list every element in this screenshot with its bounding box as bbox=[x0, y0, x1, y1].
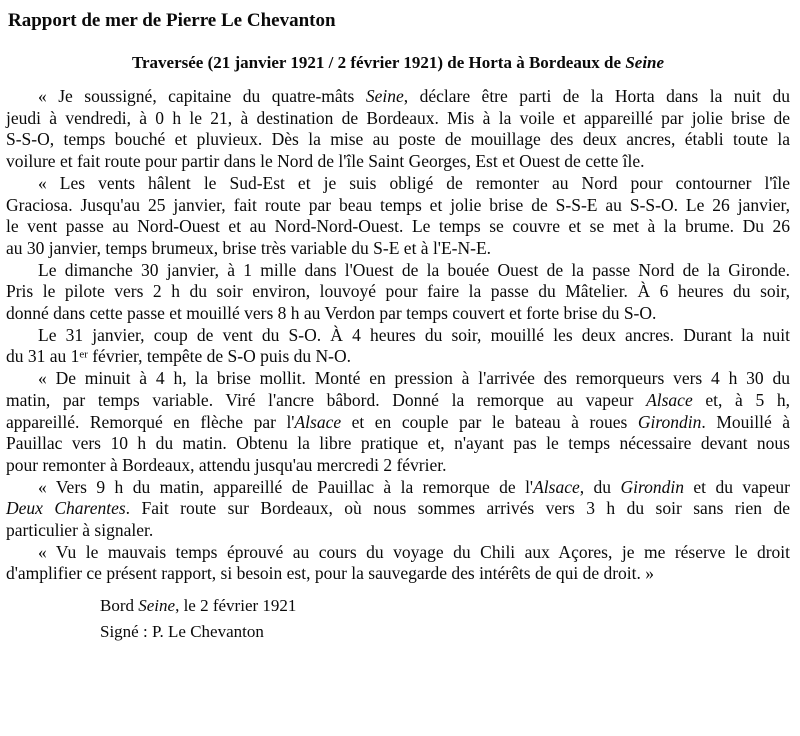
text-line: S-S-O, temps bouché et pluvieux. Dès la mise au poste de mouillage des deux ancres, établi toute la bbox=[6, 129, 790, 150]
text-line: le vent passe au Nord-Ouest et au Nord-Nord-Ouest. Le temps se couvre et se met à la brume. Du 26 bbox=[6, 216, 790, 237]
text-line: matin, par temps variable. Viré l'ancre bâbord. Donné la remorque au vapeur Alsace et, à 5 h, bbox=[6, 389, 790, 410]
text-line: Graciosa. Jusqu'au 25 janvier, fait route par beau temps et jolie brise de S-S-E au S-S-O. Le 26 janvier, bbox=[6, 194, 790, 215]
paragraph bbox=[6, 477, 790, 542]
paragraph bbox=[6, 260, 790, 325]
report-title: Rapport de mer de Pierre Le Chevanton bbox=[8, 10, 336, 31]
text-line: d'amplifier ce présent rapport, si besoin est, pour la sauvegarde des intérêts de qui de droit. » bbox=[6, 563, 655, 584]
text-line: au 30 janvier, temps brumeux, brise très variable du S-E et à l'E-N-E. bbox=[6, 237, 492, 258]
signature-name: Signé : P. Le Chevanton bbox=[100, 622, 264, 642]
paragraph bbox=[6, 368, 790, 477]
text-line: « De minuit à 4 h, la brise mollit. Monté en pression à l'arrivée des remorqueurs vers 4 h 30 du bbox=[38, 368, 790, 389]
text-line: « Vu le mauvais temps éprouvé au cours du voyage du Chili aux Açores, je me réserve le droit bbox=[38, 541, 790, 562]
signature-block bbox=[100, 593, 790, 645]
text-line: Le 31 janvier, coup de vent du S-O. À 4 heures du soir, mouillé les deux ancres. Durant la nuit bbox=[38, 324, 790, 345]
paragraph bbox=[6, 325, 790, 368]
text-line: « Je soussigné, capitaine du quatre-mâts Seine, déclare être parti de la Horta dans la nuit du bbox=[38, 86, 790, 106]
signature-place-date: Bord Seine, le 2 février 1921 bbox=[100, 596, 297, 616]
text-line: pour remonter à Bordeaux, attendu jusqu'au mercredi 2 février. bbox=[6, 454, 447, 475]
text-line: Pris le pilote vers 2 h du soir environ, louvoyé pour faire la passe du Mâtelier. À 6 heures du soir, bbox=[6, 281, 790, 302]
report-body bbox=[6, 86, 790, 585]
text-line: Pauillac vers 10 h du matin. Obtenu la libre pratique et, n'ayant pas le temps nécessaire devant nous bbox=[6, 433, 790, 454]
text-line: Le dimanche 30 janvier, à 1 mille dans l'Ouest de la bouée Ouest de la passe Nord de la Gironde. bbox=[38, 259, 790, 280]
text-line: jeudi à vendredi, à 0 h le 21, à destination de Bordeaux. Mis à la voile et appareillé par jolie brise de bbox=[6, 107, 790, 128]
paragraph bbox=[6, 86, 790, 173]
text-line: appareillé. Remorqué en flèche par l'Alsace et en couple par le bateau à roues Girondin. Mouillé à bbox=[6, 411, 791, 432]
text-line: particulier à signaler. bbox=[6, 520, 154, 541]
text-line: voilure et fait route pour partir dans le Nord de l'île Saint Georges, Est et Ouest de cette île. bbox=[6, 151, 645, 172]
paragraph bbox=[6, 173, 790, 260]
paragraph bbox=[6, 542, 790, 585]
text-line: Deux Charentes. Fait route sur Bordeaux, où nous sommes arrivés vers 3 h du soir sans rien de bbox=[6, 498, 791, 519]
text-line: donné dans cette passe et mouillé vers 8 h au Verdon par temps couvert et forte brise du S-O. bbox=[6, 303, 657, 324]
text-line: « Vers 9 h du matin, appareillé de Pauillac à la remorque de l'Alsace, du Girondin et du vapeur bbox=[38, 476, 791, 497]
report-subtitle: Traversée (21 janvier 1921 / 2 février 1921) de Horta à Bordeaux de Seine bbox=[131, 53, 665, 72]
text-line: « Les vents hâlent le Sud-Est et je suis obligé de remonter au Nord pour contourner l'île bbox=[38, 172, 790, 193]
text-line: du 31 au 1er février, tempête de S-O puis du N-O. bbox=[6, 346, 352, 367]
